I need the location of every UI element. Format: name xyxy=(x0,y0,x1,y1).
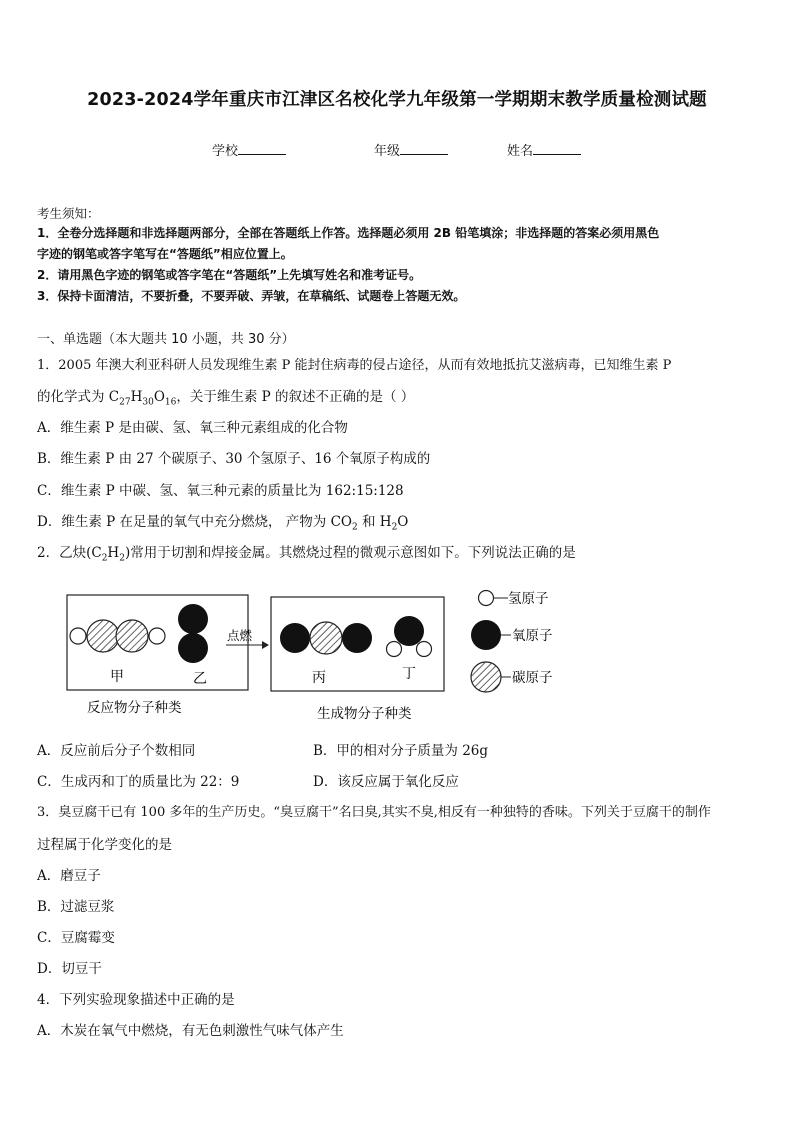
q1-stem-line1: 1．2005 年澳大利亚科研人员发现维生素 P 能封住病毒的侵占途径，从而有效地抵抗艾滋病毒，已知维生素 P xyxy=(37,358,672,373)
oxygen-atom xyxy=(342,623,372,653)
q3-option-c[interactable]: C．豆腐霉变 xyxy=(37,930,115,946)
legend-oxygen-label: 氧原子 xyxy=(512,628,553,644)
oxygen-atom xyxy=(178,604,208,634)
school-field[interactable] xyxy=(212,140,286,159)
q3-option-d[interactable]: D．切豆干 xyxy=(37,961,102,977)
notice-heading: 考生须知： xyxy=(37,206,100,221)
school-label: 学校 xyxy=(212,144,239,159)
hydrogen-atom xyxy=(70,628,86,644)
hydrogen-atom xyxy=(417,642,432,657)
legend-hydrogen-label: 氢原子 xyxy=(508,591,549,607)
grade-blank[interactable] xyxy=(400,142,448,155)
q4-option-a[interactable]: A．木炭在氧气中燃烧，有无色刺激性气味气体产生 xyxy=(37,1023,344,1039)
school-blank[interactable] xyxy=(238,142,286,155)
page-title: 2023-2024学年重庆市江津区名校化学九年级第一学期期末教学质量检测试题 xyxy=(87,90,707,110)
label-bing: 丙 xyxy=(312,670,326,686)
legend-hydrogen-icon xyxy=(479,591,494,606)
q4-stem: 4．下列实验现象描述中正确的是 xyxy=(37,992,235,1008)
q2-option-c[interactable]: C．生成丙和丁的质量比为 22：9 xyxy=(37,774,240,790)
grade-label: 年级 xyxy=(374,144,401,159)
notice-item-1a: 1．全卷分选择题和非选择题两部分，全部在答题纸上作答。选择题必须用 2B 铅笔填涂；非选择题的答案必须用黑色 xyxy=(37,226,660,240)
legend-carbon-icon xyxy=(471,662,501,692)
q3-stem-line2: 过程属于化学变化的是 xyxy=(37,837,172,853)
carbon-atom xyxy=(310,622,342,654)
q2-option-b[interactable]: B．甲的相对分子质量为 26g xyxy=(313,743,489,759)
legend-carbon-label: 碳原子 xyxy=(512,670,553,686)
q1-option-d[interactable]: D．维生素 P 在足量的氧气中充分燃烧， 产物为 $CO_2$ 和 $H_2O$ xyxy=(37,514,409,533)
hydrogen-atom xyxy=(149,628,165,644)
caption-reactants: 反应物分子种类 xyxy=(87,700,182,716)
label-jia: 甲 xyxy=(110,669,124,685)
name-label: 姓名 xyxy=(507,144,534,159)
reaction-diagram xyxy=(60,585,570,725)
carbon-atom xyxy=(116,620,148,652)
oxygen-atom xyxy=(178,633,208,663)
q1-option-c[interactable]: C．维生素 P 中碳、氢、氧三种元素的质量比为 162:15:128 xyxy=(37,483,404,499)
q2-stem: 2．乙炔$(C_2H_2)$常用于切割和焊接金属。其燃烧过程的微观示意图如下。下列说法正确的是 xyxy=(37,545,576,564)
oxygen-atom xyxy=(280,623,310,653)
carbon-atom xyxy=(87,620,119,652)
label-yi: 乙 xyxy=(193,671,207,687)
hydrogen-atom xyxy=(387,642,402,657)
name-field[interactable] xyxy=(507,140,581,159)
legend-oxygen-icon xyxy=(471,620,501,650)
q3-stem-line1: 3．臭豆腐干已有 100 多年的生产历史。“臭豆腐干”名曰臭,其实不臭,相反有一种独特的香味。下列关于豆腐干的制作 xyxy=(37,805,711,820)
q1-option-a[interactable]: A．维生素 P 是由碳、氢、氧三种元素组成的化合物 xyxy=(37,420,348,436)
notice-item-2: 2．请用黑色字迹的钢笔或答字笔在“答题纸”上先填写姓名和准考证号。 xyxy=(37,268,422,282)
notice-item-1b: 字迹的钢笔或答字笔写在“答题纸”相应位置上。 xyxy=(37,247,293,261)
name-blank[interactable] xyxy=(533,142,581,155)
q2-option-d[interactable]: D．该反应属于氧化反应 xyxy=(313,774,459,790)
q1-stem-line2: 的化学式为 $C_{27}H_{30}O_{16}$，关于维生素 P 的叙述不正确的是（ ） xyxy=(37,389,415,408)
q2-option-a[interactable]: A．反应前后分子个数相同 xyxy=(37,743,196,759)
notice-item-3: 3．保持卡面清洁，不要折叠，不要弄破、弄皱，在草稿纸、试题卷上答题无效。 xyxy=(37,289,466,303)
arrow-label: 点燃 xyxy=(227,628,253,643)
caption-products: 生成物分子种类 xyxy=(317,706,412,722)
q1-option-b[interactable]: B．维生素 P 由 27 个碳原子、30 个氢原子、16 个氧原子构成的 xyxy=(37,451,431,467)
grade-field[interactable] xyxy=(374,140,448,159)
label-ding: 丁 xyxy=(402,666,416,682)
q3-option-b[interactable]: B．过滤豆浆 xyxy=(37,899,115,915)
oxygen-atom xyxy=(394,616,424,646)
q3-option-a[interactable]: A．磨豆子 xyxy=(37,868,101,884)
section-heading: 一、单选题（本大题共 10 小题，共 30 分） xyxy=(37,332,295,347)
arrow-head-icon xyxy=(262,641,269,649)
